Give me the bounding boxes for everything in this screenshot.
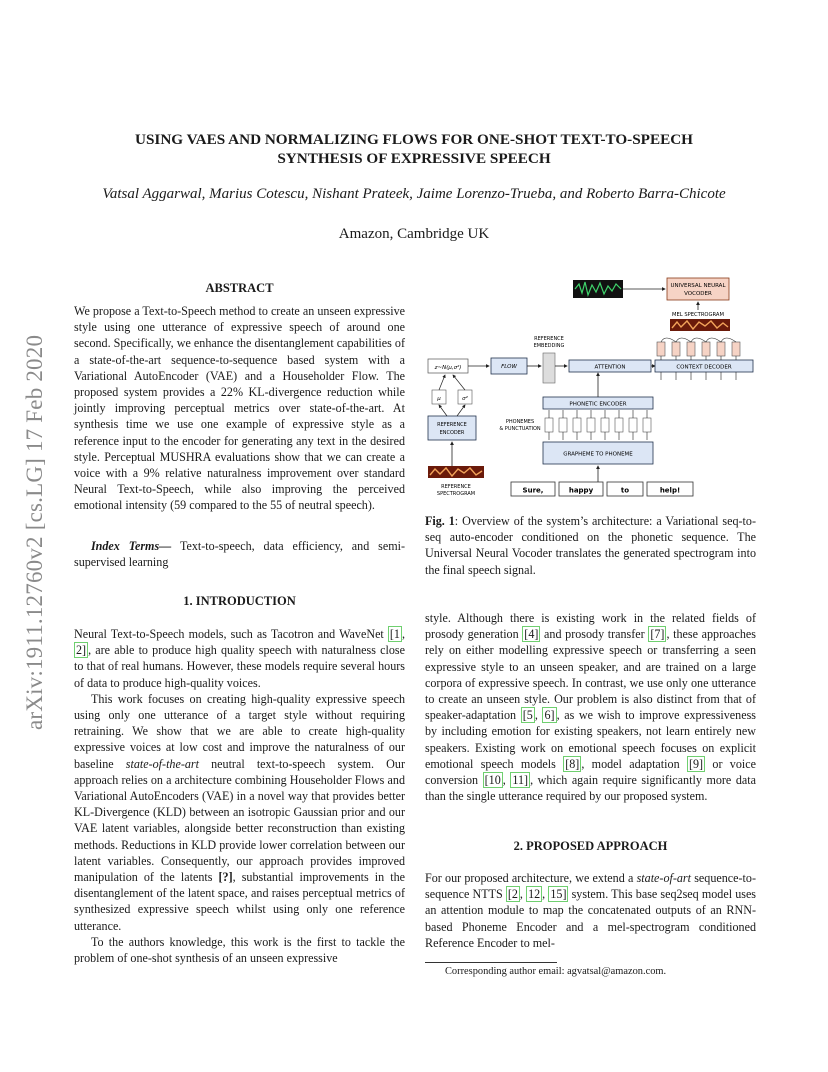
architecture-figure [425,272,760,504]
flow-box [491,358,527,374]
mel-spectrogram-label: MEL SPECTROGRAM [672,312,724,318]
phonemes-label-2: & PUNCTUATION [499,426,541,432]
input-word: happy [568,486,594,495]
flow-label: FLOW [501,364,517,370]
reference-spectrogram-image [428,466,484,478]
mu-label: μ [437,396,441,402]
prior-distribution-box [428,359,468,373]
reference-spectrogram-label-2: SPECTROGRAM [436,491,476,497]
decoder-output-frames [657,338,740,356]
citation-link[interactable]: 6] [544,708,555,723]
citation-link[interactable]: [7] [650,627,665,642]
citation-link[interactable]: 12 [528,887,541,902]
citation-link[interactable]: [8] [565,756,580,771]
input-word: help! [659,486,681,495]
attention-label: ATTENTION [594,364,626,371]
phoneme-sequence [545,410,651,440]
architecture-diagram [425,272,760,504]
vocoder-label-1: UNIVERSAL NEURAL [670,283,726,289]
title-line-2: SYNTHESIS OF EXPRESSIVE SPEECH [277,150,551,167]
paper-title [60,130,768,168]
latent-mu-box [432,390,446,404]
mel-spectrogram-image [670,319,730,331]
index-terms [74,538,405,570]
sigma-label: σ² [462,396,468,402]
phonemes-label-1: PHONEMES [505,419,535,425]
citation-link[interactable]: 15] [550,887,567,902]
reference-encoder-label-1: REFERENCE [437,422,467,428]
input-text-words [511,482,693,496]
output-waveform [573,280,623,298]
citation-link[interactable]: 2] [76,643,87,658]
reference-embedding-label-1: REFERENCE [534,336,564,342]
reference-encoder-box [428,416,476,440]
reference-embedding-vector [543,353,555,383]
vocoder-label-2: VOCODER [684,291,712,297]
affiliation: Amazon, Cambridge UK [338,226,490,242]
context-decoder-box [655,360,753,372]
broken-citation: [?] [218,870,233,885]
figure-caption [425,513,756,578]
context-decoder-label: CONTEXT DECODER [676,364,732,371]
reference-embedding-label-2: EMBEDDING [533,343,565,349]
citation-link[interactable]: [5 [522,708,533,723]
phonetic-encoder-label: PHONETIC ENCODER [569,401,627,408]
phonetic-encoder-box [543,397,653,409]
title-line-1: USING VAES AND NORMALIZING FLOWS FOR ONE-SHOT TEXT-TO-SPEECH [135,131,693,148]
index-terms-text: Text-to-speech, data efficiency, and semi-supervised learning [74,539,406,570]
right-paragraph-1: style. Although there is existing work in the related fields of prosody generation [4] and prosody transfer [7] , these approaches rely on either modelling expressive speech or transferring a seen expressive style to an unseen speaker, and are trained on a large corpora of expressive speech. In contrast, we use only one utterance to create an unseen style. Our problem is also distinct from that of speaker-adaptation [5 , 6] , as we wish to improve expressiveness by including emotion for existing speakers, not learn entirely new speakers. Existing work on emotional speech focuses on explicit emotional speech models [8] , model adaptation [9] or voice conversion [10 , 11] , which again require significantly more data than the single utterance required by our proposed system. [425,611,757,804]
citation-link[interactable]: [10 [484,773,501,788]
figure-caption-text: : Overview of the system’s architecture: a Variational seq-to-seq auto-encoder conditioned on the phonetic sequence. The Universal Neural Vocoder translates the generated spectrogram into the final speech signal. [425,514,756,577]
prior-label: z~N(μ,σ²) [434,365,462,371]
abstract-heading: ABSTRACT [205,281,274,295]
reference-encoder-label-2: ENCODER [439,430,465,436]
abstract-text [74,303,405,514]
intro-paragraph-1: Neural Text-to-Speech models, such as Tacotron and WaveNet [1 , 2] , are able to produce high quality speech with naturalness close to that of real humans. However, these models require several hours of data to produce high-quality voices. [74,627,405,690]
author-list: Vatsal Aggarwal, Marius Cotescu, Nishant Prateek, Jaime Lorenzo-Trueba, and Roberto Barra-Chicote [102,186,726,202]
introduction-body [74,626,405,966]
input-word: to [620,486,630,495]
footnote: Corresponding author email: agvatsal@amazon.com. [445,966,667,977]
intro-paragraph-2: This work focuses on creating high-quality expressive speech using only one utterance of a target style without requiring retraining. We show that we are able to create high-quality expressive voices at low cost and improve the naturalness of our baseline state-of-the-art neutral text-to-speech system. Our approach relies on a architecture combining Householder Flows and Variational AutoEncoders (VAE) in a novel way that provides better KL-Divergence (KLD) between an isotropic Gaussian prior and our VAE latent variables, alongside better reconstruction than existing methods. Reductions in KLD provide lower correlation between our latent variables. Consequently, our approach provides improved manipulation of the latents [?], substantial improvements in the disentanglement of the latent space, and raises perceptual metrics of synthesized expressive speech whilst using only one reference utterance. [74,691,405,933]
citation-link[interactable]: [2 [507,887,518,902]
intro-paragraph-3: To the authors knowledge, this work is the first to tackle the problem of one-shot synthesis of an unseen expressive [74,934,405,966]
attention-box [569,360,651,372]
arxiv-stamp-text: arXiv:1911.12760v2 [cs.LG] 17 Feb 2020 [22,334,47,730]
latent-sigma-box [458,390,472,404]
figure-caption-label: Fig. 1 [425,514,455,528]
footnote-rule [425,962,557,963]
citation-link[interactable]: 11] [512,773,529,788]
grapheme-to-phoneme-label: GRAPHEME TO PHONEME [563,451,633,458]
abstract-paragraph: We propose a Text-to-Speech method to create an unseen expressive style using one utterance of expressive speech of around one second. Specifically, we enhance the disentanglement capabilities of a state-of-the-art sequence-to-sequence based system with a Variational AutoEncoder (VAE) and a Householder Flow. The proposed system provides a 22% KL-divergence reduction while jointly improving perceptual metrics over state-of-the-art. At synthesis time we use one example of expressive style as a reference input to the encoder for generating any text in the desired style. Perceptual MUSHRA evaluations show that we can create a voice with a 9% relative naturalness improvement over standard Neural Text-to-Speech, while also improving the perceived emotional intensity (59 compared to the 55 of neutral speech). [74,304,405,513]
right-column-body [425,610,756,804]
grapheme-to-phoneme-box [543,442,653,464]
citation-link[interactable]: [4] [524,627,539,642]
proposed-approach-body [425,870,756,951]
citation-link[interactable]: [1 [389,627,400,641]
approach-paragraph-1: For our proposed architecture, we extend a state-of-art sequence-to-sequence NTTS [2 , 12 , 15] system. This base seq2seq model uses an attention module to map the concatenated outputs of an RNN-based Phoneme Encoder and a mel-spectrogram conditioned Reference Encoder to mel- [425,871,757,950]
section-heading-introduction: 1. INTRODUCTION [183,594,296,608]
universal-neural-vocoder-box [667,278,729,300]
citation-link[interactable]: [9] [688,756,704,771]
input-word: Sure, [522,486,544,495]
section-heading-proposed-approach: 2. PROPOSED APPROACH [513,839,668,853]
arxiv-stamp [14,290,54,730]
reference-spectrogram-label-1: REFERENCE [441,484,471,490]
index-terms-label: Index Terms— [90,539,172,553]
